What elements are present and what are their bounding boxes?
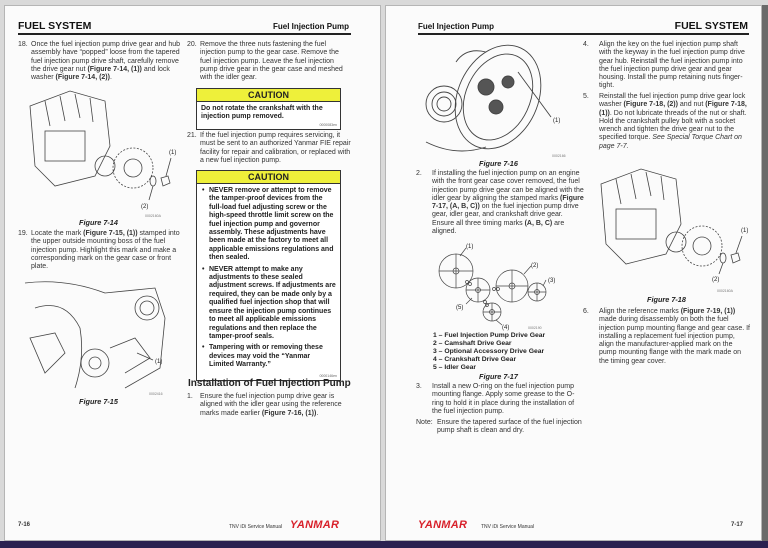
cross-reference: See Special Torque Chart on page 7-7. [599,134,742,150]
taskbar [0,541,768,548]
step-number: 2. [416,170,422,177]
callout-2: (2) [141,204,149,210]
figure-caption: Figure 7-14 [79,218,118,227]
step-3 [416,383,584,416]
text-run: Reinstall the fuel injection pump drive gear lock washer [599,93,746,109]
text-run: . [109,74,112,82]
figure-code: 0002416 [149,392,163,396]
caution-text: Do not rotate the crankshaft with the injection pump removed. [201,105,323,121]
step-text [187,132,352,165]
callout-5: (5) [456,305,464,311]
section-title: FUEL SYSTEM [18,20,92,32]
yanmar-logo: YANMAR [418,519,468,531]
figure-reference: (Figure 7-14, (2)) [55,74,110,82]
caution-code: 0000146en [319,373,337,378]
callout-1: (1) [553,118,561,124]
topic-title: Fuel Injection Pump [418,22,495,31]
yanmar-logo: YANMAR [290,519,340,531]
caution-bullet: • NEVER remove or attempt to remove the tamper-proof devices from the full-load fuel adjusting screw or the high-speed throttle limit screw on the fuel injection pump and governor assembly. These adjustments have been made at the factory to meet all applicable emissions regulations and then sealed. [201,187,336,263]
text-run: are aligned. [432,219,565,236]
figure-reference: (Figure 7-15, (1)) [83,230,138,237]
text-run: Remove the three nuts fastening the fuel injection pump to the gear case. Remove the fuel injection pump. Leave the fuel injection pump drive gear in the gear case and meshed with the idler gear. [200,41,343,82]
step-text [583,41,751,91]
text-run: made during disassembly on both the fuel injection pump mounting flange and gear case. If installing a replacement fuel injection pump, align the manufacturer-applied mark on the pump mounting flange with the mark made on the timing gear cover. [599,316,750,365]
callout-1: (1) [466,244,474,250]
topic-title: Fuel Injection Pump [272,22,349,31]
callout-3: (3) [548,278,556,284]
header-rule [418,33,749,35]
step-number: 1. [187,393,193,400]
caution-box-tampering [196,170,341,381]
figure-code: 0002166 [552,154,566,158]
caution-bullet: • Tampering with or removing these devices may void the “Yanmar Limited Warranty.” [201,344,336,369]
scrollbar[interactable] [762,5,768,541]
step-5 [583,93,751,151]
caution-bullet: • NEVER attempt to make any adjustments to these sealed adjustment screws. If adjustments are required, they can be made only by a qualified fuel injection shop that will ensure the injection pump continues to meet all applicable emissions regulations and then replace the tamper-proof seals. [201,266,336,342]
step-6 [583,308,751,366]
legend-item: 3 – Optional Accessory Drive Gear [433,348,545,355]
page-number: 7-17 [731,522,744,528]
text-run: Locate the mark [31,230,84,237]
step-text [583,308,751,366]
text-run: Ensure the fuel injection pump drive gear is aligned with the idler gear using the reference marks made earlier [200,393,342,417]
figure-reference: (Figure 7-18, (2)) [623,101,678,109]
legend-item: 2 – Camshaft Drive Gear [433,340,512,347]
text-run: on the fuel injection pump drive gear, idler gear, and crankshaft drive gear. Ensure all three timing marks [432,203,579,227]
figure-code: 0002160A [717,289,733,293]
figure-reference: (Figure 7-16, (1)) [261,409,317,417]
legend-item: 4 – Crankshaft Drive Gear [433,356,517,363]
section-heading: Installation of Fuel Injection Pump [188,378,351,389]
figure-reference: (Figure 7-18, (1)) [599,101,747,117]
manual-title: TNV iDi Service Manual [229,524,283,530]
note-text: Ensure the tapered surface of the fuel injection pump shaft is clean and dry. [437,419,582,435]
callout-2: (2) [712,277,720,283]
figure-reference: (Figure 7-19, (1)) [680,308,736,315]
step-number: 6. [583,308,589,315]
text-run: and lock washer [31,65,170,82]
text-run: and nut [677,101,706,109]
caution-code: 0000083en [319,122,337,127]
figure-reference: (Figure 7-17, (A, B, C)) [432,194,584,211]
step-text [583,93,751,151]
callout-1: (1) [155,359,163,365]
step-number: 4. [583,41,589,48]
step-4 [583,41,751,91]
step-text [187,41,352,82]
engine-mark-illustration [25,278,175,388]
figure-caption: Figure 7-15 [79,397,118,406]
figure-caption: Figure 7-18 [647,295,686,304]
step-number: 19. [18,230,28,237]
step-number: 21. [187,132,197,139]
step-19 [18,230,183,271]
legend-item: 5 – Idler Gear [433,364,477,371]
figure-code: 0002160A [145,214,161,218]
step-text [187,393,352,418]
text-run: If installing the fuel injection pump on an engine with the front gear case cover removed, the fuel injection pump drive gear can be aligned with the idler gear by aligning the stamped marks [432,170,584,202]
step-text [416,383,584,416]
fuel-pump-illustration [596,164,749,284]
figure-code: 0002190 [528,326,542,330]
step-number: 3. [416,383,422,390]
step-number: 20. [187,41,197,48]
figure-caption: Figure 7-17 [479,372,518,381]
step-20 [187,41,352,82]
callout-2: (2) [531,263,539,269]
note [416,419,584,436]
text-run: Align the key on the fuel injection pump shaft with the keyway in the fuel injection pump drive gear hub. Reinstall the fuel injection pump into the fuel injection pump drive gear and gear housing. Install the pump retaining nuts finger-tight. [599,41,745,90]
step-1 [187,393,352,418]
text-run: Once the fuel injection pump drive gear and hub assembly have “popped” loose from the tapered fuel injection pump drive shaft, carefully remove the drive gear nut [31,41,181,73]
header-rule [18,33,351,35]
section-title: FUEL SYSTEM [674,20,748,32]
step-18 [18,41,183,82]
callout-4: (4) [502,325,510,331]
caution-box [196,88,341,130]
figure-reference: (A, B, C) [524,219,553,227]
figure-caption: Figure 7-16 [479,159,518,168]
text-run: . [316,409,319,417]
figure-legend [433,332,545,372]
figure-reference: (Figure 7-14, (1)) [87,65,142,73]
gear-case-illustration [426,42,561,157]
text-run: If the fuel injection pump requires servicing, it must be sent to an authorized Yanmar FIE repair facility for repair and calibration, or replaced with a new fuel injection pump. [200,132,351,164]
step-text [416,170,584,236]
manual-title: TNV iDi Service Manual [481,524,535,530]
callout-1: (1) [741,228,749,234]
step-number: 5. [583,93,589,100]
step-21 [187,132,352,165]
step-2 [416,170,584,236]
caution-title: CAUTION [197,171,340,184]
text-run: Align the reference marks [599,308,681,315]
right-page [385,5,762,541]
legend-item: 1 – Fuel Injection Pump Drive Gear [433,332,546,339]
callout-1: (1) [169,150,177,156]
caution-title: CAUTION [197,89,340,102]
text-run: stamped into the upper outside mounting boss of the fuel injection pump. Highlight this mark and make a corresponding mark on the gear case or front plate. [31,230,180,271]
page-number: 7-16 [18,522,31,528]
fuel-pump-illustration [25,86,175,211]
step-text [18,41,183,82]
step-text [18,230,183,271]
note-label: Note: [416,419,433,426]
text-run: . Do not lubricate threads of the nut or shaft. Hold the crankshaft pulley bolt with a socket wrench and tighten the drive gear nut to the specified torque. [599,109,747,142]
step-number: 18. [18,41,28,48]
text-run: Install a new O-ring on the fuel injection pump mounting flange. Apply some grease to the O-ring to hold it in place during the installation of the fuel injection pump. [432,383,575,415]
left-page [4,5,381,541]
